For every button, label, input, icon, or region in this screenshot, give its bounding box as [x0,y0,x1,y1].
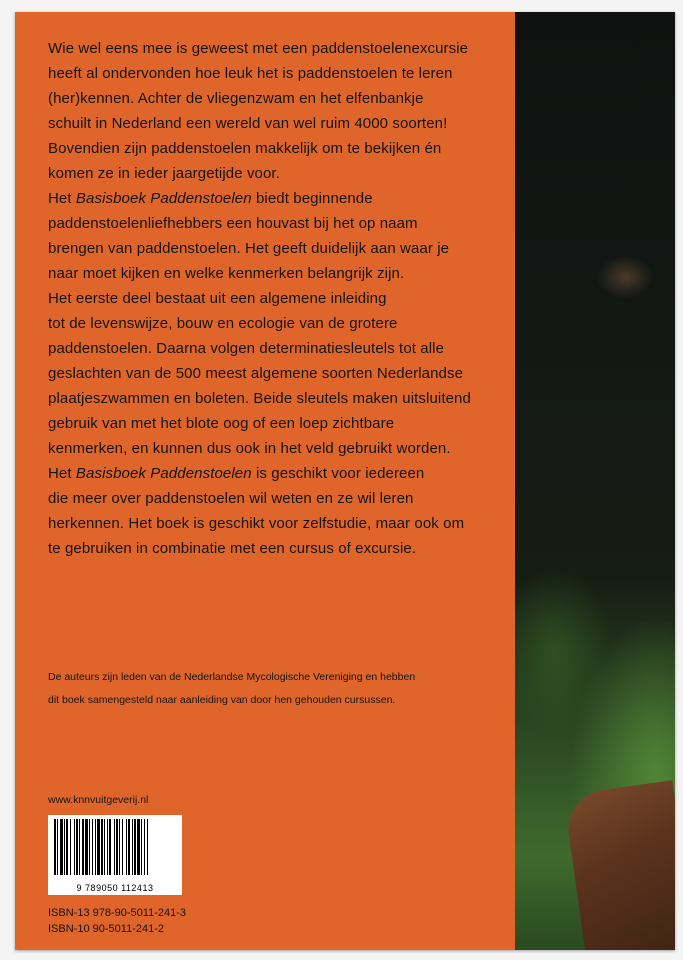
barcode-bar [128,819,130,875]
text-fragment: Het [48,190,76,207]
text-fragment: is geschikt voor iedereen [251,465,425,482]
barcode-bar [116,819,118,875]
text-line: gebruik van met het blote oog of een loep zichtbare [48,415,395,432]
text-line: (her)kennen. Achter de vliegenzwam en het elfenbankje [48,90,424,107]
barcode-bar [74,819,75,875]
book-title-italic: Basisboek Paddenstoelen [75,465,252,482]
text-line: die meer over paddenstoelen wil weten en ze wil leren [48,490,414,507]
barcode-bar [79,819,80,875]
text-line: Wie wel eens mee is geweest met een paddenstoelenexcursie [48,40,469,57]
text-line: paddenstoelen. Daarna volgen determinatiesleutels tot alle [48,340,445,357]
barcode-bar [54,819,56,875]
text-line: paddenstoelenliefhebbers een houvast bij het op naam [48,215,418,232]
text-line: heeft al ondervonden hoe leuk het is paddenstoelen te leren [48,65,453,82]
text-line: kenmerken, en kunnen dus ook in het veld gebruikt worden. [48,440,451,457]
text-line: komen ze in ieder jaargetijde voor. [48,165,280,182]
barcode-bar [144,819,145,875]
barcode-bar [57,819,58,875]
paragraph-2 [48,186,508,286]
text-line: schuilt in Nederland een wereld van wel ruim 4000 soorten! [48,115,448,132]
barcode-bar [60,819,63,875]
text-line: tot de levenswijze, bouw en ecologie van de grotere [48,315,398,332]
barcode-bar [95,819,96,875]
text-fragment: Het [48,465,76,482]
text-fragment: biedt beginnende [251,190,373,207]
barcode-bar [141,819,142,875]
barcode-bar [97,819,100,875]
barcode-bar [147,819,148,875]
text-line: Bovendien zijn paddenstoelen makkelijk om te bekijken én [48,140,442,157]
note-line: dit boek samengesteld naar aanleiding van door hen gehouden cursussen. [48,694,396,706]
back-cover [15,12,675,950]
barcode [48,815,182,895]
book-title-italic: Basisboek Paddenstoelen [75,190,252,207]
barcode-bar [76,819,78,875]
isbn-10: ISBN-10 90-5011-241-2 [48,923,164,935]
barcode-bar [85,819,88,875]
barcode-bar [119,819,120,875]
authors-note [48,666,510,712]
barcode-bar [82,819,84,875]
barcode-bar [122,819,123,875]
barcode-bars [52,819,178,875]
barcode-bar [64,819,65,875]
text-line: naar moet kijken en welke kenmerken belangrijk zijn. [48,265,405,282]
paragraph-3 [48,286,508,461]
paragraph-4 [48,461,508,561]
barcode-bar [101,819,103,875]
barcode-bar [89,819,90,875]
text-line: te gebruiken in combinatie met een cursus of excursie. [48,540,417,557]
barcode-bar [114,819,115,875]
barcode-bar [104,819,105,875]
note-line: De auteurs zijn leden van de Nederlandse Mycologische Vereniging en hebben [48,671,416,683]
barcode-bar [109,819,111,875]
paragraph-1 [48,36,508,186]
barcode-bar [107,819,108,875]
text-line: herkennen. Het boek is geschikt voor zelfstudie, maar ook om [48,515,465,532]
blurb-text [48,36,508,561]
publisher-website: www.knnvuitgeverij.nl [48,794,149,806]
text-line: geslachten van de 500 meest algemene soorten Nederlandse [48,365,464,382]
barcode-bar [137,819,140,875]
isbn-13: ISBN-13 978-90-5011-241-3 [48,907,186,919]
barcode-digits: 9 789050 112413 [76,883,154,893]
barcode-bar [132,819,133,875]
barcode-bar [126,819,127,875]
text-line: plaatjeszwammen en boleten. Beide sleutels maken uitsluitend [48,390,471,407]
barcode-bar [70,819,71,875]
text-line: brengen van paddenstoelen. Het geeft duidelijk aan waar je [48,240,450,257]
barcode-bar [92,819,93,875]
barcode-bar [66,819,68,875]
barcode-bar [134,819,136,875]
text-line: Het eerste deel bestaat uit een algemene inleiding [48,290,387,307]
